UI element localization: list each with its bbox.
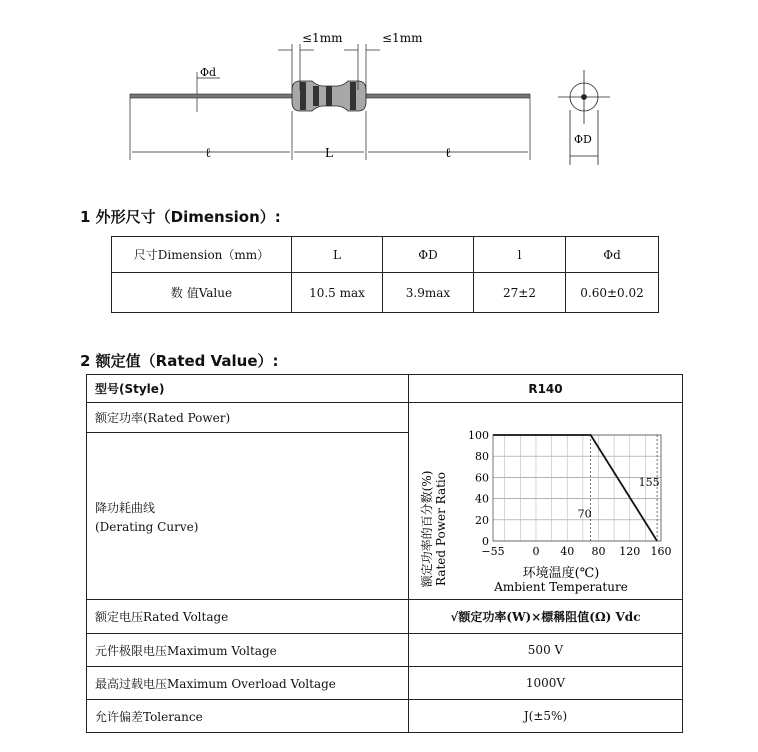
tolerance-value: J(±5%) — [409, 700, 683, 733]
dimension-value: 数 值Value — [112, 273, 292, 313]
section2-title: 2 额定值（Rated Value）: — [80, 352, 279, 370]
y-tick-label: 40 — [475, 492, 489, 506]
dimension-header: L — [292, 237, 383, 273]
overload-voltage-label: 最高过载电压Maximum Overload Voltage — [87, 667, 409, 700]
style-value: R140 — [409, 375, 683, 403]
tolerance-label: 允许偏差Tolerance — [87, 700, 409, 733]
dimension-value: 0.60±0.02 — [566, 273, 659, 313]
y-axis-label-cn: 额定功率的百分数(%) — [420, 470, 434, 588]
dimension-header: ΦD — [383, 237, 474, 273]
derating-label — [87, 433, 409, 600]
lead-gap-right-label: ≤1mm — [382, 31, 423, 45]
annotation-label: 70 — [577, 507, 592, 521]
derating-chart — [409, 403, 682, 599]
color-band — [326, 86, 332, 106]
overload-voltage-value: 1000V — [409, 667, 683, 700]
max-voltage-value: 500 V — [409, 634, 683, 667]
y-tick-label: 80 — [475, 450, 489, 464]
lead-length-left-label: ℓ — [205, 146, 212, 161]
y-tick-label: 60 — [475, 471, 489, 485]
rated-power-label: 额定功率(Rated Power) — [87, 403, 409, 433]
dimension-value: 27±2 — [474, 273, 566, 313]
lead-diameter-label: Φd — [200, 66, 217, 79]
max-voltage-label: 元件极限电压Maximum Voltage — [87, 634, 409, 667]
body-length-label: L — [325, 146, 333, 160]
y-tick-label: 0 — [482, 535, 489, 548]
rated-voltage-label: 额定电压Rated Voltage — [87, 600, 409, 634]
derating-chart-cell — [409, 403, 683, 600]
x-axis-label-cn: 环境温度(℃) — [522, 566, 600, 581]
dimension-value: 10.5 max — [292, 273, 383, 313]
dimension-table — [111, 236, 659, 313]
rated-value-table — [86, 374, 683, 733]
lead-gap-dims — [278, 44, 380, 90]
dimension-value: 3.9max — [383, 273, 474, 313]
y-tick-label: 100 — [468, 429, 489, 442]
color-band — [313, 86, 319, 106]
annotation-label: 155 — [638, 475, 660, 489]
x-axis-label-en: Ambient Temperature — [494, 580, 628, 594]
x-tick-label: 40 — [560, 545, 575, 558]
y-axis-label-en: Rated Power Ratio — [434, 472, 448, 586]
derating-line — [493, 435, 657, 541]
lead-gap-left-label: ≤1mm — [302, 31, 343, 45]
color-band — [350, 82, 356, 110]
dimension-header: Φd — [566, 237, 659, 273]
derating-label-en: (Derating Curve) — [95, 519, 199, 534]
x-tick-label: −55 — [481, 545, 505, 558]
x-tick-label: 0 — [532, 545, 540, 558]
end-view — [558, 70, 610, 165]
x-tick-label: 120 — [619, 545, 641, 558]
lead-length-right-label: ℓ — [445, 146, 452, 161]
derating-label-cn: 降功耗曲线 — [95, 500, 156, 515]
x-tick-label: 80 — [591, 545, 606, 558]
plot-frame — [493, 435, 661, 541]
x-tick-label: 160 — [650, 545, 672, 558]
color-band — [300, 82, 306, 110]
body-diameter-label: ΦD — [574, 133, 592, 146]
y-tick-label: 20 — [475, 513, 489, 527]
style-label: 型号(Style) — [87, 375, 409, 403]
dimension-header: l — [474, 237, 566, 273]
lead-right — [366, 94, 530, 98]
resistor-drawing — [0, 0, 758, 190]
dimension-header: 尺寸Dimension（mm） — [112, 237, 292, 273]
rated-voltage-value: √额定功率(W)×標稱阻值(Ω) Vdc — [409, 600, 683, 634]
section1-title: 1 外形尺寸（Dimension）: — [80, 208, 281, 226]
lead-left — [130, 94, 292, 98]
